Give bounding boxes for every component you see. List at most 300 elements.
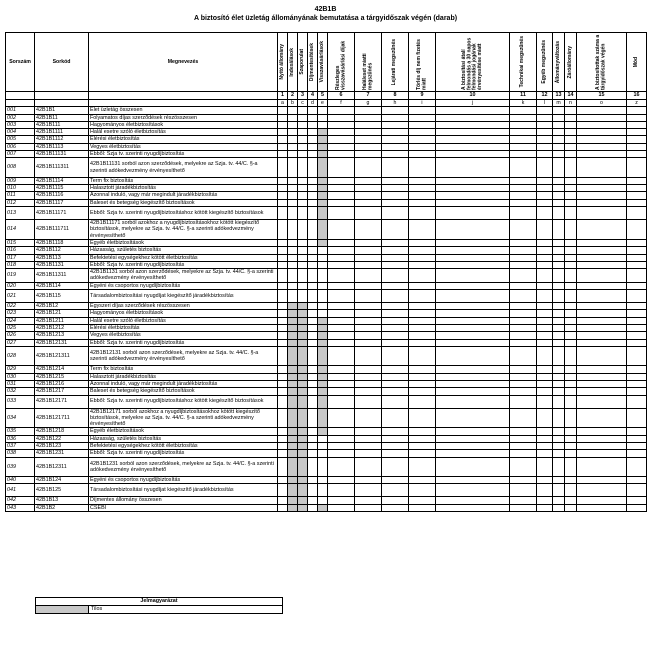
value-cell[interactable] bbox=[278, 373, 288, 380]
value-cell[interactable] bbox=[355, 366, 382, 373]
value-cell[interactable] bbox=[553, 247, 565, 254]
value-cell[interactable] bbox=[382, 366, 409, 373]
value-cell[interactable] bbox=[355, 185, 382, 192]
value-cell[interactable] bbox=[409, 107, 436, 114]
value-cell[interactable] bbox=[510, 388, 537, 395]
value-cell[interactable] bbox=[510, 158, 537, 178]
value-cell[interactable] bbox=[308, 477, 318, 484]
value-cell[interactable] bbox=[436, 332, 510, 339]
value-cell[interactable] bbox=[382, 484, 409, 497]
value-cell[interactable] bbox=[382, 185, 409, 192]
value-cell[interactable] bbox=[355, 207, 382, 220]
value-cell[interactable] bbox=[328, 373, 355, 380]
value-cell[interactable] bbox=[436, 129, 510, 136]
value-cell[interactable] bbox=[409, 366, 436, 373]
value-cell[interactable] bbox=[409, 477, 436, 484]
value-cell[interactable] bbox=[553, 380, 565, 387]
value-cell[interactable] bbox=[409, 332, 436, 339]
value-cell[interactable] bbox=[355, 177, 382, 184]
value-cell[interactable] bbox=[577, 121, 627, 128]
value-cell[interactable] bbox=[537, 121, 553, 128]
value-cell[interactable] bbox=[627, 395, 647, 408]
value-cell[interactable] bbox=[510, 151, 537, 158]
value-cell[interactable] bbox=[565, 136, 577, 143]
value-cell[interactable] bbox=[278, 366, 288, 373]
value-cell[interactable] bbox=[288, 121, 298, 128]
value-cell[interactable] bbox=[627, 484, 647, 497]
value-cell[interactable] bbox=[436, 428, 510, 435]
value-cell[interactable] bbox=[355, 151, 382, 158]
value-cell[interactable] bbox=[577, 450, 627, 457]
value-cell[interactable] bbox=[537, 254, 553, 261]
value-cell[interactable] bbox=[577, 373, 627, 380]
value-cell[interactable] bbox=[409, 442, 436, 449]
value-cell[interactable] bbox=[565, 261, 577, 268]
value-cell[interactable] bbox=[409, 373, 436, 380]
value-cell[interactable] bbox=[553, 332, 565, 339]
value-cell[interactable] bbox=[537, 136, 553, 143]
value-cell[interactable] bbox=[565, 428, 577, 435]
value-cell[interactable] bbox=[355, 388, 382, 395]
value-cell[interactable] bbox=[328, 450, 355, 457]
value-cell[interactable] bbox=[355, 497, 382, 504]
value-cell[interactable] bbox=[436, 107, 510, 114]
value-cell[interactable] bbox=[278, 143, 288, 150]
value-cell[interactable] bbox=[553, 177, 565, 184]
value-cell[interactable] bbox=[355, 395, 382, 408]
value-cell[interactable] bbox=[278, 207, 288, 220]
value-cell[interactable] bbox=[308, 269, 318, 283]
value-cell[interactable] bbox=[436, 143, 510, 150]
value-cell[interactable] bbox=[510, 324, 537, 331]
value-cell[interactable] bbox=[436, 380, 510, 387]
value-cell[interactable] bbox=[565, 158, 577, 178]
value-cell[interactable] bbox=[565, 192, 577, 199]
value-cell[interactable] bbox=[318, 477, 328, 484]
value-cell[interactable] bbox=[382, 442, 409, 449]
value-cell[interactable] bbox=[537, 504, 553, 511]
value-cell[interactable] bbox=[382, 332, 409, 339]
value-cell[interactable] bbox=[553, 199, 565, 206]
value-cell[interactable] bbox=[328, 158, 355, 178]
value-cell[interactable] bbox=[308, 158, 318, 178]
value-cell[interactable] bbox=[436, 450, 510, 457]
value-cell[interactable] bbox=[278, 346, 288, 366]
value-cell[interactable] bbox=[278, 192, 288, 199]
value-cell[interactable] bbox=[288, 185, 298, 192]
value-cell[interactable] bbox=[355, 346, 382, 366]
value-cell[interactable] bbox=[278, 247, 288, 254]
value-cell[interactable] bbox=[278, 290, 288, 303]
value-cell[interactable] bbox=[328, 199, 355, 206]
value-cell[interactable] bbox=[627, 192, 647, 199]
value-cell[interactable] bbox=[577, 107, 627, 114]
value-cell[interactable] bbox=[298, 290, 308, 303]
value-cell[interactable] bbox=[328, 317, 355, 324]
value-cell[interactable] bbox=[565, 435, 577, 442]
value-cell[interactable] bbox=[308, 373, 318, 380]
value-cell[interactable] bbox=[409, 497, 436, 504]
value-cell[interactable] bbox=[409, 207, 436, 220]
value-cell[interactable] bbox=[565, 324, 577, 331]
value-cell[interactable] bbox=[537, 484, 553, 497]
value-cell[interactable] bbox=[308, 317, 318, 324]
value-cell[interactable] bbox=[298, 261, 308, 268]
value-cell[interactable] bbox=[288, 239, 298, 246]
value-cell[interactable] bbox=[382, 143, 409, 150]
value-cell[interactable] bbox=[553, 254, 565, 261]
value-cell[interactable] bbox=[436, 136, 510, 143]
value-cell[interactable] bbox=[382, 114, 409, 121]
value-cell[interactable] bbox=[627, 220, 647, 240]
value-cell[interactable] bbox=[565, 290, 577, 303]
value-cell[interactable] bbox=[627, 332, 647, 339]
value-cell[interactable] bbox=[565, 239, 577, 246]
value-cell[interactable] bbox=[436, 457, 510, 477]
value-cell[interactable] bbox=[308, 303, 318, 310]
value-cell[interactable] bbox=[298, 114, 308, 121]
value-cell[interactable] bbox=[409, 428, 436, 435]
value-cell[interactable] bbox=[553, 504, 565, 511]
value-cell[interactable] bbox=[409, 282, 436, 289]
value-cell[interactable] bbox=[436, 317, 510, 324]
value-cell[interactable] bbox=[308, 151, 318, 158]
value-cell[interactable] bbox=[409, 247, 436, 254]
value-cell[interactable] bbox=[577, 282, 627, 289]
value-cell[interactable] bbox=[355, 317, 382, 324]
value-cell[interactable] bbox=[308, 504, 318, 511]
value-cell[interactable] bbox=[577, 136, 627, 143]
value-cell[interactable] bbox=[565, 380, 577, 387]
value-cell[interactable] bbox=[510, 435, 537, 442]
value-cell[interactable] bbox=[382, 435, 409, 442]
value-cell[interactable] bbox=[278, 408, 288, 428]
value-cell[interactable] bbox=[298, 254, 308, 261]
value-cell[interactable] bbox=[328, 269, 355, 283]
value-cell[interactable] bbox=[553, 388, 565, 395]
value-cell[interactable] bbox=[382, 199, 409, 206]
value-cell[interactable] bbox=[278, 114, 288, 121]
value-cell[interactable] bbox=[308, 310, 318, 317]
value-cell[interactable] bbox=[553, 324, 565, 331]
value-cell[interactable] bbox=[627, 199, 647, 206]
value-cell[interactable] bbox=[328, 151, 355, 158]
value-cell[interactable] bbox=[537, 177, 553, 184]
value-cell[interactable] bbox=[298, 151, 308, 158]
value-cell[interactable] bbox=[328, 346, 355, 366]
value-cell[interactable] bbox=[278, 220, 288, 240]
value-cell[interactable] bbox=[382, 158, 409, 178]
value-cell[interactable] bbox=[627, 261, 647, 268]
value-cell[interactable] bbox=[537, 310, 553, 317]
value-cell[interactable] bbox=[553, 442, 565, 449]
value-cell[interactable] bbox=[627, 428, 647, 435]
value-cell[interactable] bbox=[382, 207, 409, 220]
value-cell[interactable] bbox=[510, 332, 537, 339]
value-cell[interactable] bbox=[308, 324, 318, 331]
value-cell[interactable] bbox=[278, 107, 288, 114]
value-cell[interactable] bbox=[355, 114, 382, 121]
value-cell[interactable] bbox=[409, 450, 436, 457]
value-cell[interactable] bbox=[436, 207, 510, 220]
value-cell[interactable] bbox=[627, 207, 647, 220]
value-cell[interactable] bbox=[382, 192, 409, 199]
value-cell[interactable] bbox=[328, 239, 355, 246]
value-cell[interactable] bbox=[308, 428, 318, 435]
value-cell[interactable] bbox=[308, 114, 318, 121]
value-cell[interactable] bbox=[436, 254, 510, 261]
value-cell[interactable] bbox=[553, 136, 565, 143]
value-cell[interactable] bbox=[278, 151, 288, 158]
value-cell[interactable] bbox=[436, 269, 510, 283]
value-cell[interactable] bbox=[355, 158, 382, 178]
value-cell[interactable] bbox=[409, 435, 436, 442]
value-cell[interactable] bbox=[382, 373, 409, 380]
value-cell[interactable] bbox=[382, 457, 409, 477]
value-cell[interactable] bbox=[318, 442, 328, 449]
value-cell[interactable] bbox=[627, 177, 647, 184]
value-cell[interactable] bbox=[355, 282, 382, 289]
value-cell[interactable] bbox=[553, 282, 565, 289]
value-cell[interactable] bbox=[382, 310, 409, 317]
value-cell[interactable] bbox=[436, 484, 510, 497]
value-cell[interactable] bbox=[510, 339, 537, 346]
value-cell[interactable] bbox=[355, 408, 382, 428]
value-cell[interactable] bbox=[436, 290, 510, 303]
value-cell[interactable] bbox=[328, 395, 355, 408]
value-cell[interactable] bbox=[355, 247, 382, 254]
value-cell[interactable] bbox=[537, 114, 553, 121]
value-cell[interactable] bbox=[382, 269, 409, 283]
value-cell[interactable] bbox=[328, 497, 355, 504]
value-cell[interactable] bbox=[382, 220, 409, 240]
value-cell[interactable] bbox=[278, 497, 288, 504]
value-cell[interactable] bbox=[308, 107, 318, 114]
value-cell[interactable] bbox=[288, 290, 298, 303]
value-cell[interactable] bbox=[278, 395, 288, 408]
value-cell[interactable] bbox=[382, 303, 409, 310]
value-cell[interactable] bbox=[318, 290, 328, 303]
value-cell[interactable] bbox=[308, 254, 318, 261]
value-cell[interactable] bbox=[288, 158, 298, 178]
value-cell[interactable] bbox=[577, 207, 627, 220]
value-cell[interactable] bbox=[355, 442, 382, 449]
value-cell[interactable] bbox=[577, 143, 627, 150]
value-cell[interactable] bbox=[409, 395, 436, 408]
value-cell[interactable] bbox=[328, 143, 355, 150]
value-cell[interactable] bbox=[510, 185, 537, 192]
value-cell[interactable] bbox=[510, 290, 537, 303]
value-cell[interactable] bbox=[553, 477, 565, 484]
value-cell[interactable] bbox=[553, 143, 565, 150]
value-cell[interactable] bbox=[328, 442, 355, 449]
value-cell[interactable] bbox=[436, 303, 510, 310]
value-cell[interactable] bbox=[278, 129, 288, 136]
value-cell[interactable] bbox=[436, 339, 510, 346]
value-cell[interactable] bbox=[278, 388, 288, 395]
value-cell[interactable] bbox=[510, 484, 537, 497]
value-cell[interactable] bbox=[436, 247, 510, 254]
value-cell[interactable] bbox=[288, 207, 298, 220]
value-cell[interactable] bbox=[436, 373, 510, 380]
value-cell[interactable] bbox=[565, 129, 577, 136]
value-cell[interactable] bbox=[553, 497, 565, 504]
value-cell[interactable] bbox=[537, 199, 553, 206]
value-cell[interactable] bbox=[409, 143, 436, 150]
value-cell[interactable] bbox=[318, 484, 328, 497]
value-cell[interactable] bbox=[537, 303, 553, 310]
value-cell[interactable] bbox=[382, 380, 409, 387]
value-cell[interactable] bbox=[537, 497, 553, 504]
value-cell[interactable] bbox=[308, 239, 318, 246]
value-cell[interactable] bbox=[553, 339, 565, 346]
value-cell[interactable] bbox=[537, 151, 553, 158]
value-cell[interactable] bbox=[510, 136, 537, 143]
value-cell[interactable] bbox=[382, 324, 409, 331]
value-cell[interactable] bbox=[288, 220, 298, 240]
value-cell[interactable] bbox=[577, 199, 627, 206]
value-cell[interactable] bbox=[382, 107, 409, 114]
value-cell[interactable] bbox=[565, 143, 577, 150]
value-cell[interactable] bbox=[298, 158, 308, 178]
value-cell[interactable] bbox=[537, 373, 553, 380]
value-cell[interactable] bbox=[355, 450, 382, 457]
value-cell[interactable] bbox=[308, 192, 318, 199]
value-cell[interactable] bbox=[627, 366, 647, 373]
value-cell[interactable] bbox=[553, 346, 565, 366]
value-cell[interactable] bbox=[409, 290, 436, 303]
value-cell[interactable] bbox=[288, 254, 298, 261]
value-cell[interactable] bbox=[577, 185, 627, 192]
value-cell[interactable] bbox=[577, 151, 627, 158]
value-cell[interactable] bbox=[308, 199, 318, 206]
value-cell[interactable] bbox=[288, 247, 298, 254]
value-cell[interactable] bbox=[436, 177, 510, 184]
value-cell[interactable] bbox=[355, 435, 382, 442]
value-cell[interactable] bbox=[328, 428, 355, 435]
value-cell[interactable] bbox=[436, 388, 510, 395]
value-cell[interactable] bbox=[627, 143, 647, 150]
value-cell[interactable] bbox=[328, 457, 355, 477]
value-cell[interactable] bbox=[288, 136, 298, 143]
value-cell[interactable] bbox=[328, 435, 355, 442]
value-cell[interactable] bbox=[382, 121, 409, 128]
value-cell[interactable] bbox=[318, 303, 328, 310]
value-cell[interactable] bbox=[278, 317, 288, 324]
value-cell[interactable] bbox=[382, 282, 409, 289]
value-cell[interactable] bbox=[553, 192, 565, 199]
value-cell[interactable] bbox=[288, 151, 298, 158]
value-cell[interactable] bbox=[382, 129, 409, 136]
value-cell[interactable] bbox=[577, 269, 627, 283]
value-cell[interactable] bbox=[537, 317, 553, 324]
value-cell[interactable] bbox=[565, 339, 577, 346]
value-cell[interactable] bbox=[328, 324, 355, 331]
value-cell[interactable] bbox=[510, 504, 537, 511]
value-cell[interactable] bbox=[627, 239, 647, 246]
value-cell[interactable] bbox=[328, 332, 355, 339]
value-cell[interactable] bbox=[318, 107, 328, 114]
value-cell[interactable] bbox=[510, 143, 537, 150]
value-cell[interactable] bbox=[436, 261, 510, 268]
value-cell[interactable] bbox=[553, 457, 565, 477]
value-cell[interactable] bbox=[565, 247, 577, 254]
value-cell[interactable] bbox=[328, 261, 355, 268]
value-cell[interactable] bbox=[436, 504, 510, 511]
value-cell[interactable] bbox=[627, 185, 647, 192]
value-cell[interactable] bbox=[288, 192, 298, 199]
value-cell[interactable] bbox=[355, 129, 382, 136]
value-cell[interactable] bbox=[553, 428, 565, 435]
value-cell[interactable] bbox=[510, 282, 537, 289]
value-cell[interactable] bbox=[510, 373, 537, 380]
value-cell[interactable] bbox=[382, 497, 409, 504]
value-cell[interactable] bbox=[355, 261, 382, 268]
value-cell[interactable] bbox=[308, 220, 318, 240]
value-cell[interactable] bbox=[510, 207, 537, 220]
value-cell[interactable] bbox=[537, 408, 553, 428]
value-cell[interactable] bbox=[565, 220, 577, 240]
value-cell[interactable] bbox=[355, 107, 382, 114]
value-cell[interactable] bbox=[553, 158, 565, 178]
value-cell[interactable] bbox=[436, 114, 510, 121]
value-cell[interactable] bbox=[409, 158, 436, 178]
value-cell[interactable] bbox=[318, 261, 328, 268]
value-cell[interactable] bbox=[318, 114, 328, 121]
value-cell[interactable] bbox=[553, 290, 565, 303]
value-cell[interactable] bbox=[510, 177, 537, 184]
value-cell[interactable] bbox=[510, 395, 537, 408]
value-cell[interactable] bbox=[278, 442, 288, 449]
value-cell[interactable] bbox=[298, 143, 308, 150]
value-cell[interactable] bbox=[627, 136, 647, 143]
value-cell[interactable] bbox=[308, 497, 318, 504]
value-cell[interactable] bbox=[298, 107, 308, 114]
value-cell[interactable] bbox=[328, 303, 355, 310]
value-cell[interactable] bbox=[409, 317, 436, 324]
value-cell[interactable] bbox=[553, 269, 565, 283]
value-cell[interactable] bbox=[355, 192, 382, 199]
value-cell[interactable] bbox=[436, 185, 510, 192]
value-cell[interactable] bbox=[308, 395, 318, 408]
value-cell[interactable] bbox=[382, 136, 409, 143]
value-cell[interactable] bbox=[278, 484, 288, 497]
value-cell[interactable] bbox=[537, 435, 553, 442]
value-cell[interactable] bbox=[382, 408, 409, 428]
value-cell[interactable] bbox=[278, 136, 288, 143]
value-cell[interactable] bbox=[328, 185, 355, 192]
value-cell[interactable] bbox=[278, 380, 288, 387]
value-cell[interactable] bbox=[537, 442, 553, 449]
value-cell[interactable] bbox=[328, 177, 355, 184]
value-cell[interactable] bbox=[577, 346, 627, 366]
value-cell[interactable] bbox=[355, 428, 382, 435]
value-cell[interactable] bbox=[355, 332, 382, 339]
value-cell[interactable] bbox=[308, 339, 318, 346]
value-cell[interactable] bbox=[553, 435, 565, 442]
value-cell[interactable] bbox=[577, 177, 627, 184]
value-cell[interactable] bbox=[577, 324, 627, 331]
value-cell[interactable] bbox=[510, 442, 537, 449]
value-cell[interactable] bbox=[308, 450, 318, 457]
value-cell[interactable] bbox=[510, 303, 537, 310]
value-cell[interactable] bbox=[436, 158, 510, 178]
value-cell[interactable] bbox=[355, 457, 382, 477]
value-cell[interactable] bbox=[278, 254, 288, 261]
value-cell[interactable] bbox=[278, 303, 288, 310]
value-cell[interactable] bbox=[627, 317, 647, 324]
value-cell[interactable] bbox=[308, 177, 318, 184]
